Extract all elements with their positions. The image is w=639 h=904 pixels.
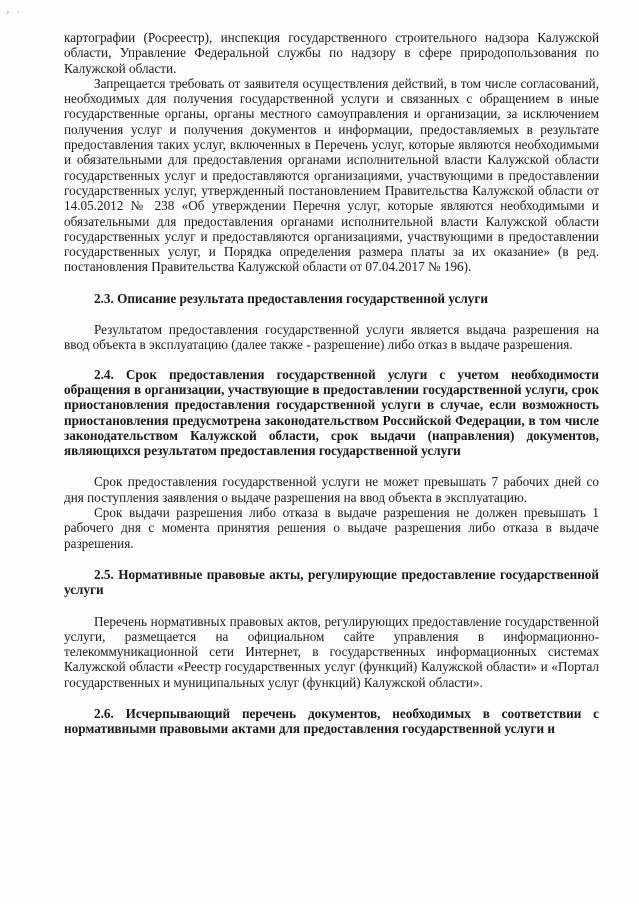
heading-section-2-6: 2.6. Исчерпывающий перечень документов, необходимых в соответствии с нормативными правовыми актами для предоставления государственной услуги и xyxy=(64,705,599,737)
paragraph-issue-term: Срок выдачи разрешения либо отказа в выдаче разрешения не должен превышать 1 рабочего дня с момента принятия решения о выдаче разрешения либо отказа в выдаче разрешения. xyxy=(64,505,599,551)
heading-section-2-5: 2.5. Нормативные правовые акты, регулирующие предоставление государственной услуги xyxy=(64,566,599,598)
paragraph-continuation: картографии (Росреестр), инспекция государственного строительного надзора Калужской области, Управление Федеральной службы по надзору в сфере природопользования по Калужской области. xyxy=(64,30,599,76)
document-body xyxy=(64,30,599,737)
paragraph-result: Результатом предоставления государственной услуги является выдача разрешения на ввод объекта в эксплуатацию (далее также - разрешение) либо отказ в выдаче разрешения. xyxy=(64,322,599,353)
heading-section-2-4: 2.4. Срок предоставления государственной услуги с учетом необходимости обращения в организации, участвующие в предоставлении государственной услуги, срок приостановления предоставления государственной услуги в случае, если возможность приостановления предусмотрена законодательством Российской Федерации, в том числе законодательством Калужской области, срок выдачи (направления) документов, являющихся результатом предоставления государственной услуги xyxy=(64,366,599,459)
paragraph-term: Срок предоставления государственной услуги не может превышать 7 рабочих дней со дня поступления заявления о выдаче разрешения на ввод объекта в эксплуатацию. xyxy=(64,474,599,505)
paragraph-prohibition: Запрещается требовать от заявителя осуществления действий, в том числе согласований, необходимых для получения государственной услуги и связанных с обращением в иные государственные органы, органы местного самоуправления и организации, за исключением получения услуг и получения документов и информации, предоставляемых в результате предоставления таких услуг, включенных в Перечень услуг, которые являются необходимыми и обязательными для предоставления органами исполнительной власти Калужской области государственных услуг и предоставляются организациями, участвующими в предоставлении государственных услуг, утвержденный постановлением Правительства Калужской области от 14.05.2012 № 238 «Об утверждении Перечня услуг, которые являются необходимыми и обязательными для предоставления органами исполнительной власти Калужской области государственных услуг и предоставляются организациями, участвующими в предоставлении государственных услуг, и Порядка определения размера платы за их оказание» (в ред. постановления Правительства Калужской области от 07.04.2017 № 196). xyxy=(64,75,599,275)
paragraph-legal-acts: Перечень нормативных правовых актов, регулирующих предоставление государственной услуги, размещается на официальном сайте управления в информационно-телекоммуникационной сети Интернет, в государственных информационных системах Калужской области «Реестр государственных услуг (функций) Калужской области» и «Портал государственных и муниципальных услуг (функций) Калужской области». xyxy=(64,613,599,690)
scan-artifact-icon: › · xyxy=(6,8,22,18)
heading-section-2-3: 2.3. Описание результата предоставления государственной услуги xyxy=(94,290,488,306)
